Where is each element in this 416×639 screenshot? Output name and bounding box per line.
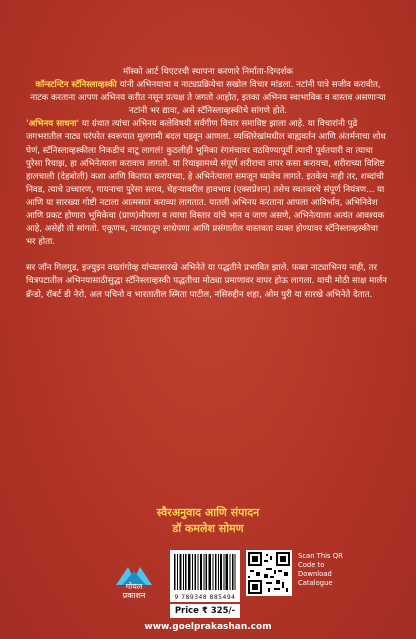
qr-code bbox=[246, 550, 292, 596]
author-name-highlight: कॉन्स्टन्टिन स्टॅनिस्लाव्हस्की bbox=[35, 80, 117, 91]
price-label: Price ₹ 325/- bbox=[170, 604, 240, 618]
blurb-p1-rest: यांनी अभिनयाचा व नाट्यप्रक्रियेचा सखोल विचार मांडला. नटांनी पात्रे सजीव करावीत, नाटक करताना आपण अभिनय करीत नसून प्रत्यक्ष ते जगतो आहोत, इतका अभिनय स्वाभाविक व वास्तव असणाऱ्या नटांनी भर द्यावा, असे स्टॅनिस्लाव्हस्कीचे सांगणे होते. bbox=[30, 80, 386, 117]
book-title-highlight: 'अभिनय साधना' bbox=[26, 119, 80, 130]
blurb-p2-rest: या ग्रंथात त्यांचा अभिनय कलेविषयी सर्वंगीण विचार समाविष्ट झाला आहे. या विचारांनी पुढे जगभरातील नाट्य परंपरेत स्वरूपात मूलगामी बदल घडवून आणला. व्यक्तिरेखांमधील बाह्यवर्तन आणि अंतर्मनाचा शोध घेणं, स्टॅनिस्लाव्हस्कीला निकडीचं वाटू लागलं! कुठलीही भूमिका रंगमंचावर वठविण्यापूर्वी त्याची पूर्वतयारी वा त्याचा पुरेसा रियाझ, हा अभिनेत्याला करावाच लागतो. या रियाझामध्ये संपूर्ण शरीराचा वापर कसा करायचा, शरीराच्या विशिष्ट हालचाली (देहबोली) कशा आणि कितपत करायच्या, हे अभिनेत्याला समजून घ्यावेच लागते. इतकेच नाही तर, शब्दांची निवड, त्याचे उच्चारण, गायनाचा पुरेसा सराव, चेहऱ्यावरील हावभाव (एक्सप्रेशन) तसेच स्वतःवरचे संपूर्ण नियंत्रण... या आणि या सारख्या गोष्टी नटाला आत्मसात कराव्या लागतात. यातली अभिनय करताना आपला आविर्भाव, अभिनिवेश आणि प्रकट होणारा भूमिकेचा (प्राण)मीपणा व त्याचा विस्तार यांचे भान व जाण असणे, अभिनेत्याला अत्यंत आवश्यक आहे, असेही तो सांगतो. एकूणच, नाटकातून साधेपणा आणि प्रसंगातील वास्तवता व्यक्त होण्यावर स्टॅनिस्लाव्हस्कीचा भर होता. bbox=[26, 119, 386, 248]
blurb-paragraph-1 bbox=[26, 66, 390, 118]
blurb bbox=[26, 66, 390, 302]
publisher-logo-text: गोयल प्रकाशन bbox=[122, 582, 146, 600]
qr-caption: Scan This QR Code to Download Catalogue bbox=[298, 552, 343, 587]
blurb-paragraph-2 bbox=[26, 118, 390, 249]
isbn-number: 9 789348 885494 bbox=[174, 594, 236, 601]
publisher-website: www.goelprakashan.com bbox=[144, 622, 272, 632]
editor-name: डॉ कमलेश सोमण bbox=[172, 522, 244, 535]
translation-credit: स्वैरअनुवाद आणि संपादन bbox=[156, 506, 260, 519]
blurb-paragraph-3: सर जॉन गिलगुड, इज्युइन वख्तांगोव्ह यांच्यासारखे अभिनेते या पद्धतीने प्रभावित झाले. फक्त नाट्याभिनय नाही, तर चित्रपटातील अभिनयासाठीसुद्धा स्टॅनिस्लाव्हस्की पद्धतीचा मोठ्या प्रमाणावर वापर होऊ लागला. याची मोठी साक्ष मार्लन ब्रॅन्डो, रॉबर्ट डी नेरो, अल पचिनो व भारतातील स्मिता पाटील, नसिरुद्दीन शहा, ओम पुरी या सारखे अभिनेते देतात. bbox=[26, 263, 387, 300]
blurb-intro: मॉस्को आर्ट थिएटरची स्थापना करणारे निर्माता-दिग्दर्शक bbox=[123, 67, 293, 77]
